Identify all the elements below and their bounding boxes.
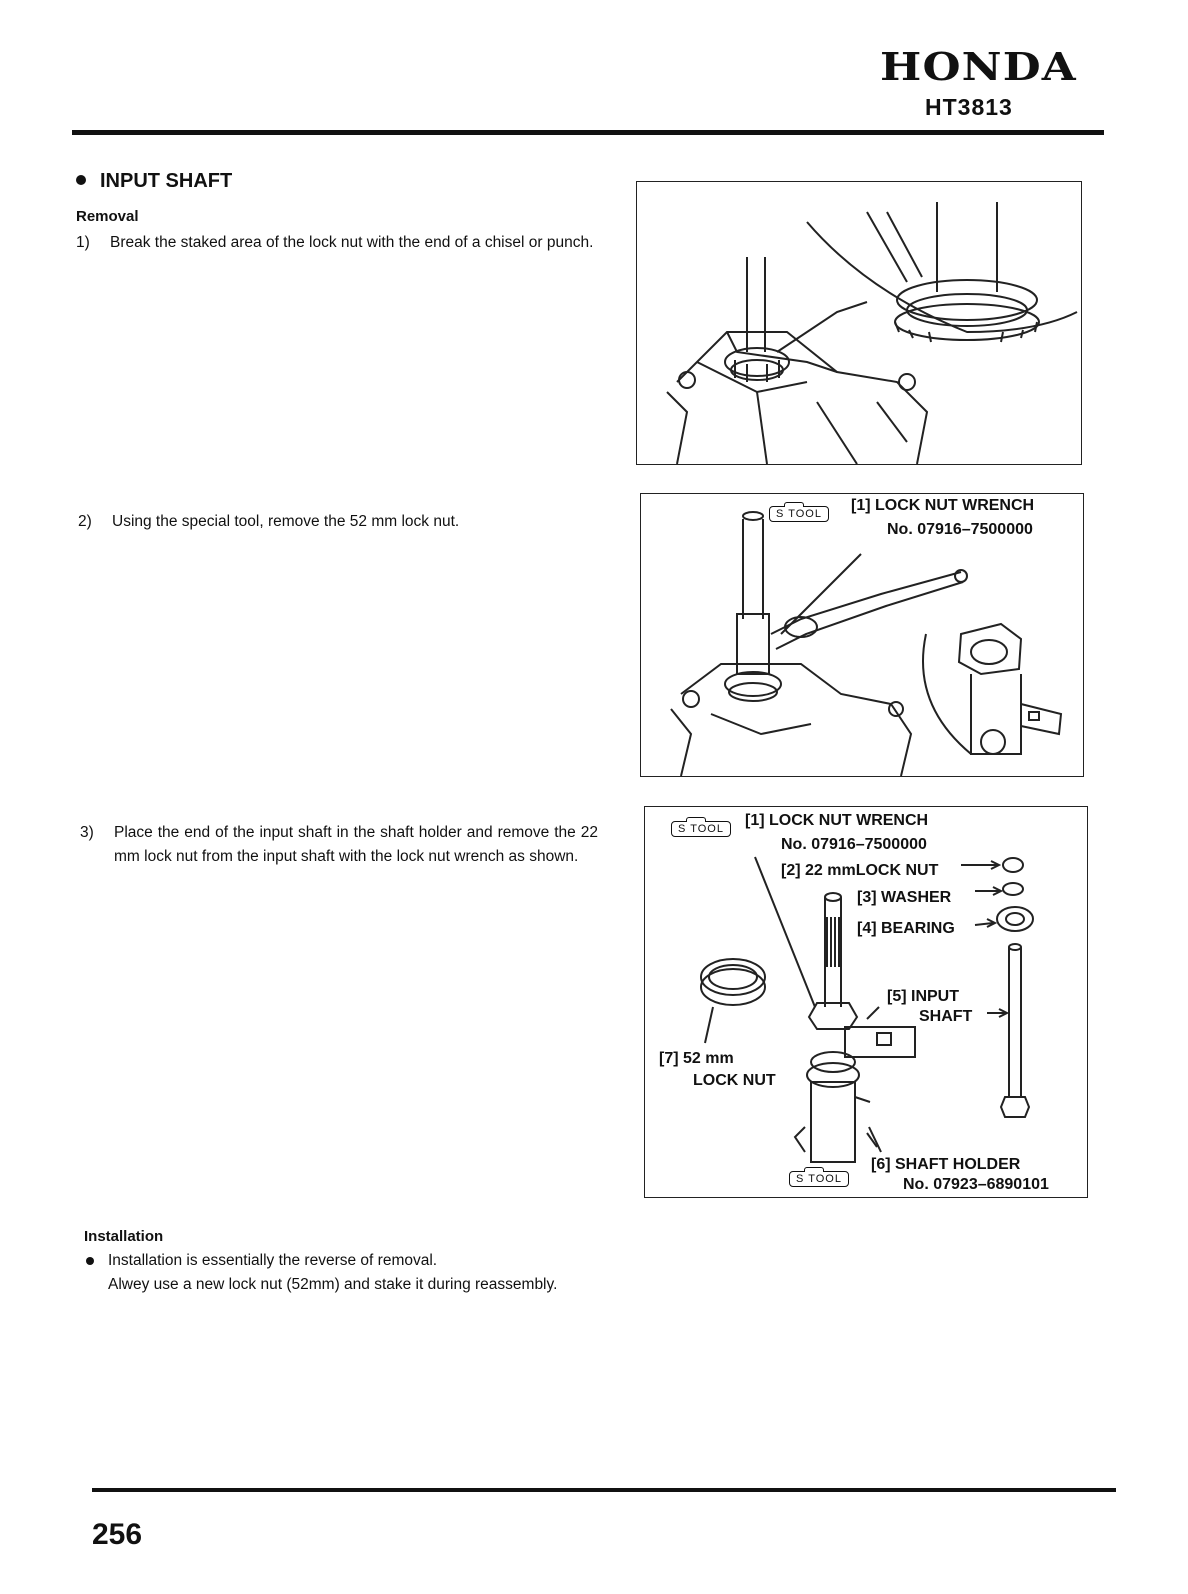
figure-3-label-5a: [5] INPUT — [887, 988, 959, 1005]
figure-1-lock-nut-staking — [636, 181, 1082, 465]
step-3 — [80, 821, 600, 897]
figure-3-label-7a: [7] 52 mm — [659, 1050, 734, 1067]
bullet-icon — [76, 175, 86, 185]
figure-3-label-4: [4] BEARING — [857, 920, 955, 937]
figure-3-label-1-part-number: No. 07916–7500000 — [781, 836, 927, 853]
footer-rule — [92, 1488, 1116, 1492]
figure-3-exploded-view — [644, 806, 1088, 1198]
step-2-text: Using the special tool, remove the 52 mm lock nut. — [112, 513, 460, 530]
figure-3-label-6-part-number: No. 07923–6890101 — [903, 1176, 1049, 1193]
installation-heading: Installation — [84, 1228, 164, 1245]
figure-3-label-5b: SHAFT — [919, 1008, 973, 1025]
header-rule — [72, 130, 1104, 135]
step-1-text: Break the staked area of the lock nut with the end of a chisel or punch. — [110, 234, 594, 251]
figure-3-s-tool-badge-bottom: S TOOL — [789, 1171, 849, 1187]
figure-2-label-1-part-number: No. 07916–7500000 — [887, 521, 1033, 538]
figure-3-label-3: [3] WASHER — [857, 889, 952, 906]
step-3-text: Place the end of the input shaft in the shaft holder and remove the 22 mm lock nut from the input shaft with the lock nut wrench as shown. — [114, 824, 598, 865]
installation-line-2: Alwey use a new lock nut (52mm) and stake it during reassembly. — [108, 1276, 558, 1293]
step-1 — [76, 231, 596, 281]
removal-heading: Removal — [76, 208, 139, 225]
brand-logo: HONDA — [880, 44, 1077, 89]
installation-line-1: Installation is essentially the reverse of removal. — [108, 1252, 438, 1269]
step-2-number: 2) — [78, 513, 92, 530]
step-3-number: 3) — [80, 824, 94, 841]
figure-2-label-1: [1] LOCK NUT WRENCH — [851, 497, 1035, 514]
figure-3-label-1: [1] LOCK NUT WRENCH — [745, 812, 929, 829]
figure-1-illustration — [637, 182, 1081, 464]
page-number: 256 — [92, 1518, 143, 1551]
model-number: HT3813 — [925, 94, 1013, 120]
step-1-number: 1) — [76, 234, 90, 251]
figure-3-label-6: [6] SHAFT HOLDER — [871, 1156, 1021, 1173]
figure-2-s-tool-badge: S TOOL — [769, 506, 829, 522]
figure-3-label-2: [2] 22 mmLOCK NUT — [781, 862, 939, 879]
section-title-text: INPUT SHAFT — [100, 170, 233, 192]
step-2 — [78, 510, 598, 536]
installation-bullet-icon — [86, 1257, 94, 1265]
section-title — [76, 170, 232, 193]
figure-3-label-7b: LOCK NUT — [693, 1072, 776, 1089]
figure-2-lock-nut-wrench — [640, 493, 1084, 777]
figure-3-s-tool-badge-top: S TOOL — [671, 821, 731, 837]
